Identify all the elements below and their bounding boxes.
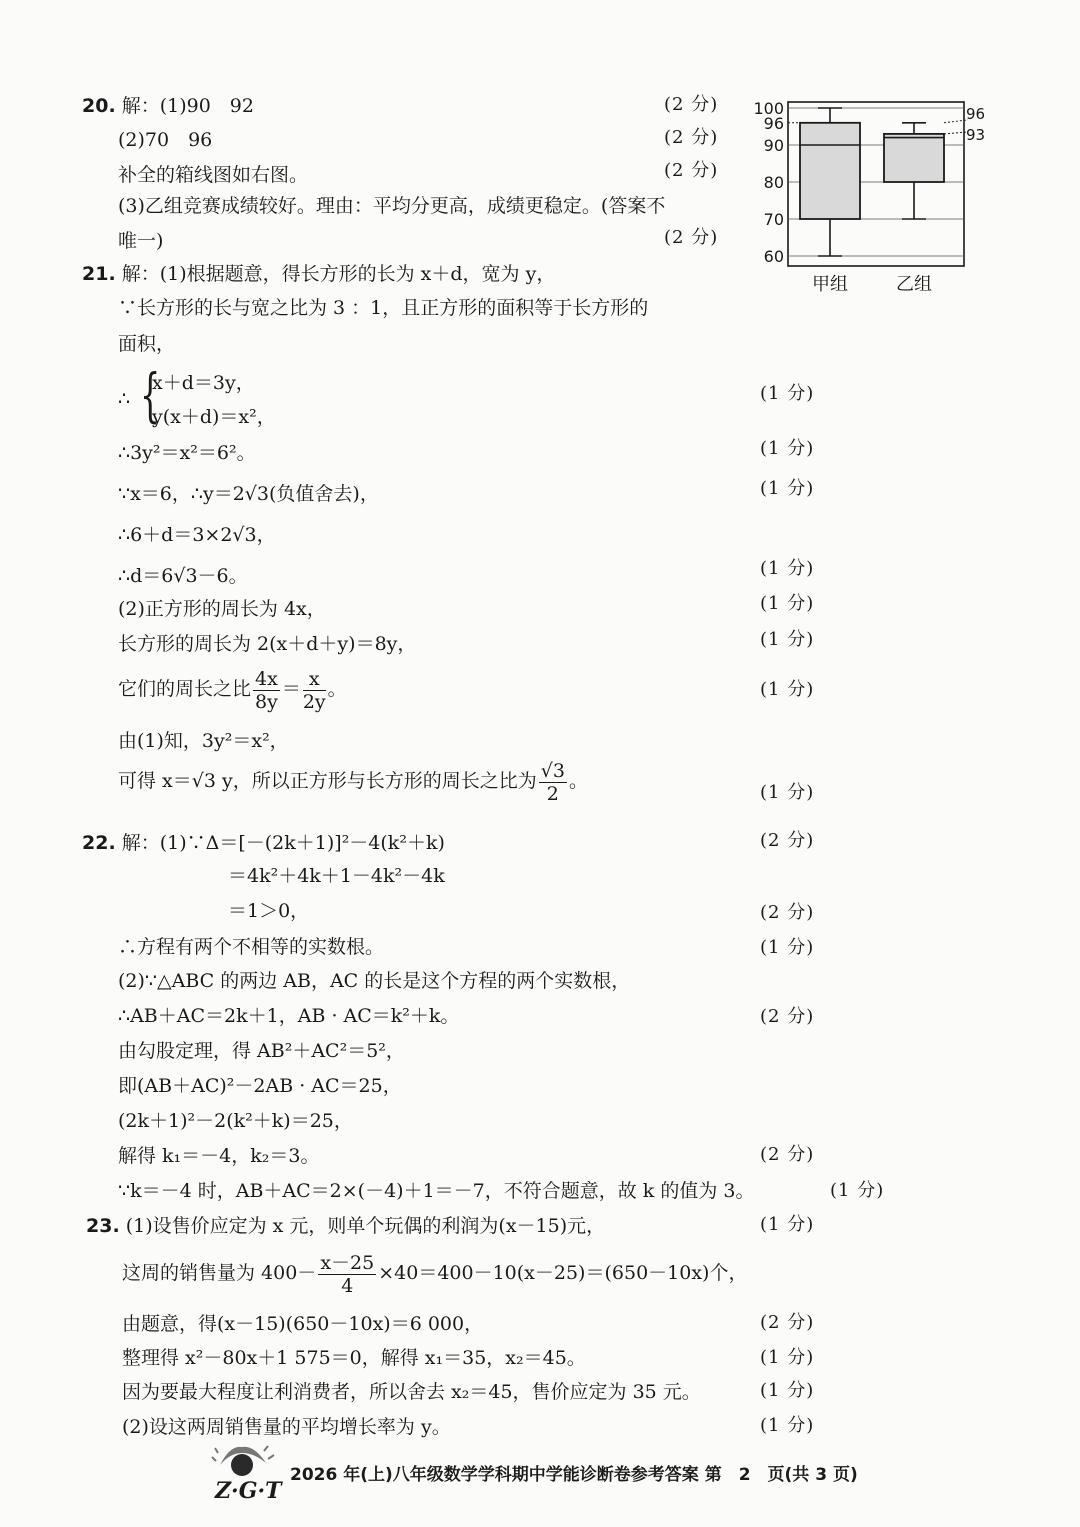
q21-system-eq-1: x＋d＝3y，: [152, 372, 255, 394]
q21-line-1: [82, 261, 555, 287]
q21-score-8: (1 分): [760, 782, 815, 803]
q21-score-4: (1 分): [760, 558, 815, 579]
q21-line-13: 由(1)知，3y²＝x²，: [118, 730, 289, 752]
logo-text: Z·G·T: [215, 1478, 282, 1504]
fraction-numerator: 4x: [255, 667, 278, 690]
q23-line-1: [86, 1213, 605, 1239]
q23-line-5: 因为要最大程度让利消费者，所以舍去 x₂＝45，售价应定为 35 元。: [122, 1381, 701, 1403]
q22-line-5: (2)∵△ABC 的两边 AB，AC 的长是这个方程的两个实数根，: [118, 970, 631, 992]
q21-line-9: ∴d＝6√3－6。: [118, 565, 248, 587]
q20-text-1: 解：(1)90 92: [121, 95, 254, 117]
q23-line-2: [122, 1250, 747, 1297]
q21-score-6: (1 分): [760, 629, 815, 650]
q23-number: 23.: [86, 1215, 120, 1237]
q21-line-8: ∴6＋d＝3×2√3，: [118, 524, 276, 546]
q22-score-6: (1 分): [830, 1180, 885, 1201]
category-label-1: 乙组: [896, 274, 932, 295]
q21-text-1: 解：(1)根据题意，得长方形的长为 x＋d，宽为 y，: [121, 263, 556, 285]
q22-text-1: 解：(1)∵Δ＝[－(2k＋1)]²－4(k²＋k): [121, 832, 445, 854]
fraction-numerator: x: [303, 668, 326, 691]
q22-line-3: ＝1＞0，: [228, 900, 310, 922]
q22-score-2: (2 分): [760, 902, 815, 923]
q21-line-12: [118, 666, 347, 713]
q22-line-2: ＝4k²＋4k＋1－4k²－4k: [228, 865, 445, 887]
q20-line-3: 补全的箱线图如右图。: [118, 164, 309, 186]
q23-text-1: (1)设售价应定为 x 元，则单个玩偶的利润为(x－15)元，: [125, 1215, 606, 1237]
right-label-93: 93: [966, 125, 986, 144]
q23-score-5: (1 分): [760, 1415, 815, 1436]
q20-score-1: (2 分): [664, 94, 719, 115]
fraction-sqrt3-2: [539, 760, 567, 805]
q20-line-1: [82, 93, 254, 119]
q23-score-1: (1 分): [760, 1214, 815, 1235]
q23-line-4: 整理得 x²－80x＋1 575＝0，解得 x₁＝35，x₂＝45。: [122, 1347, 586, 1369]
q21-system-eq-2: y(x＋d)＝x²，: [152, 406, 276, 428]
fraction-denominator: 4: [341, 1274, 354, 1297]
q21-line-3: 面积，: [118, 333, 176, 355]
q22-line-6: ∴AB＋AC＝2k＋1，AB · AC＝k²＋k。: [118, 1005, 460, 1027]
q23-sales-expression: ×40＝400－10(x－25)＝(650－10x)个，: [378, 1262, 748, 1284]
q20-number: 20.: [82, 95, 116, 117]
q22-line-8: 即(AB＋AC)²－2AB · AC＝25，: [118, 1075, 402, 1097]
q20-line-5: 唯一): [118, 230, 164, 252]
q22-line-11: ∵k＝－4 时，AB＋AC＝2×(－4)＋1＝－7，不符合题意，故 k 的值为 3。: [118, 1180, 755, 1202]
box-plot-chart: [752, 92, 997, 302]
q22-line-9: (2k＋1)²－2(k²＋k)＝25，: [118, 1110, 353, 1132]
q21-line-7: ∵x＝6，∴y＝2√3(负值舍去)，: [118, 483, 379, 505]
q22-score-3: (1 分): [760, 937, 815, 958]
y-tick-label-60: 60: [763, 247, 784, 266]
q23-score-4: (1 分): [760, 1380, 815, 1401]
fraction-denominator: 8y: [255, 690, 278, 713]
q23-sales-label: 这周的销售量为 400－: [122, 1262, 317, 1284]
fraction-4x-8y: [253, 668, 280, 713]
q22-line-10: 解得 k₁＝－4，k₂＝3。: [118, 1145, 320, 1167]
q21-ratio-label: 它们的周长之比: [118, 678, 252, 700]
y-tick-label-70: 70: [763, 210, 784, 229]
fraction-numerator: x－25: [320, 1251, 375, 1274]
q21-score-3: (1 分): [760, 478, 815, 499]
fraction-denominator: 2: [546, 782, 559, 805]
q21-number: 21.: [82, 263, 116, 285]
fraction-x-2y: [303, 668, 326, 713]
q22-score-5: (2 分): [760, 1144, 815, 1165]
q21-score-5: (1 分): [760, 593, 815, 614]
q21-line-2: ∵长方形的长与宽之比为 3 ：1，且正方形的面积等于长方形的: [118, 297, 649, 319]
q22-line-7: 由勾股定理，得 AB²＋AC²＝5²，: [118, 1040, 405, 1062]
q22-line-1: [82, 830, 445, 856]
q23-line-6: (2)设这两周销售量的平均增长率为 y。: [122, 1416, 451, 1438]
q21-line-10: (2)正方形的周长为 4x，: [118, 598, 326, 620]
page-footer: 2026 年(上)八年级数学学科期中学能诊断卷参考答案 第 2 页(共 3 页): [290, 1465, 858, 1485]
y-tick-label-100: 100: [753, 99, 784, 118]
q21-line-14: [118, 758, 588, 805]
q20-line-4: (3)乙组竞赛成绩较好。理由：平均分更高，成绩更稳定。(答案不: [118, 195, 666, 217]
therefore-symbol: ∴: [118, 388, 131, 410]
period: 。: [327, 678, 347, 700]
q23-score-2: (2 分): [760, 1312, 815, 1333]
fraction-numerator: √3: [540, 759, 565, 782]
equals-sign: ＝: [281, 678, 301, 700]
q20-score-4: (2 分): [664, 227, 719, 248]
y-tick-label-90: 90: [763, 136, 784, 155]
q21-score-1: (1 分): [760, 383, 815, 404]
equation-system-brace: {: [140, 361, 161, 429]
category-label-0: 甲组: [812, 274, 848, 295]
fraction-x-25-over-4: [318, 1252, 376, 1297]
q22-number: 22.: [82, 832, 116, 854]
q22-score-1: (2 分): [760, 830, 815, 851]
right-label-96: 96: [966, 104, 986, 123]
q21-score-2: (1 分): [760, 438, 815, 459]
y-tick-label-96: 96: [763, 113, 784, 133]
q21-conclusion: 可得 x＝√3 y，所以正方形与长方形的周长之比为: [118, 770, 537, 792]
q21-score-7: (1 分): [760, 679, 815, 700]
box-1: [884, 134, 944, 182]
fraction-denominator: 2y: [302, 690, 326, 713]
q21-line-11: 长方形的周长为 2(x＋d＋y)＝8y，: [118, 633, 417, 655]
q21-line-6: ∴3y²＝x²＝6²。: [118, 442, 256, 464]
q22-line-4: ∴方程有两个不相等的实数根。: [118, 936, 385, 958]
q20-score-2: (2 分): [664, 127, 719, 148]
q20-line-2: (2)70 96: [118, 129, 213, 151]
y-tick-label-80: 80: [763, 173, 784, 192]
q20-score-3: (2 分): [664, 160, 719, 181]
period: 。: [568, 770, 588, 792]
q23-line-3: 由题意，得(x－15)(650－10x)＝6 000，: [122, 1313, 484, 1335]
q23-score-3: (1 分): [760, 1347, 815, 1368]
box-0: [800, 123, 860, 219]
q22-score-4: (2 分): [760, 1006, 815, 1027]
